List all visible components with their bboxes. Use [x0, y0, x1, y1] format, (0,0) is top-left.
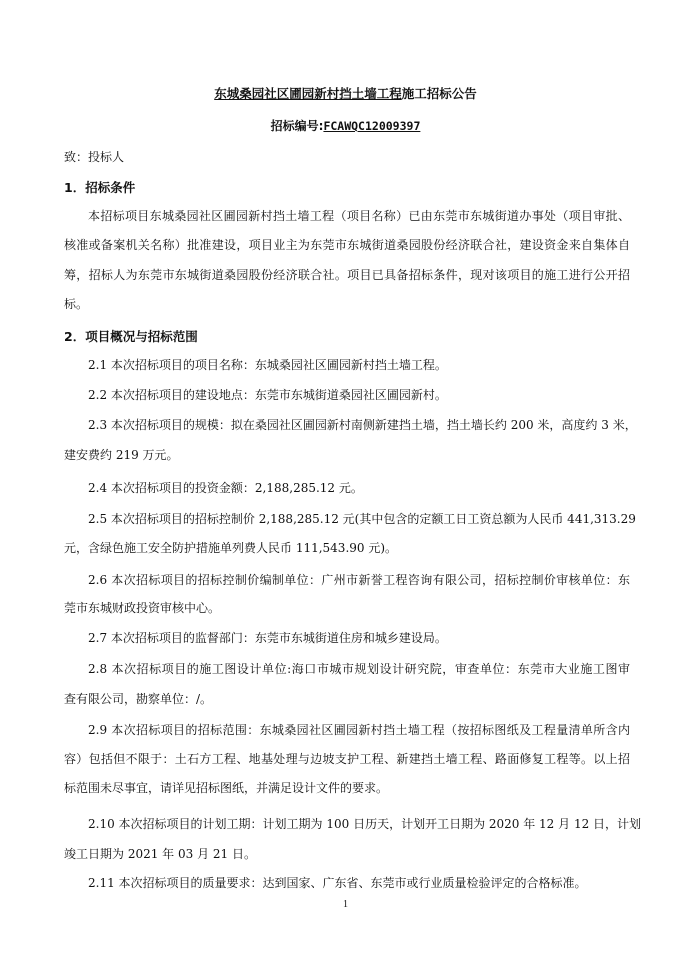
- item-2-5-line-2: 元，含绿色施工安全防护措施单列费人民币 111,543.90 元)。: [64, 541, 398, 555]
- tender-code: [0, 117, 691, 134]
- item-2-7: 2.7 本次招标项目的监督部门：东莞市东城街道住房和城乡建设局。: [88, 631, 447, 645]
- section-1-line-4: 标。: [64, 297, 89, 311]
- item-2-9-line-1: 2.9 本次招标项目的招标范围：东城桑园社区圃园新村挡土墙工程（按招标图纸及工程量清单所含内: [88, 723, 630, 737]
- item-2-3-line-2: 建安费约 219 万元。: [64, 448, 179, 462]
- item-2-8-line-1: 2.8 本次招标项目的施工图设计单位:海口市城市规划设计研究院，审查单位：东莞市大业施工图审: [88, 662, 630, 676]
- title-project-name: 东城桑园社区圃园新村挡土墙工程: [214, 86, 402, 101]
- item-2-8-line-2: 查有限公司，勘察单位：/。: [64, 692, 213, 706]
- item-2-10-line-2: 竣工日期为 2021 年 03 月 21 日。: [64, 847, 256, 861]
- item-2-1: 2.1 本次招标项目的项目名称：东城桑园社区圃园新村挡土墙工程。: [88, 358, 447, 372]
- section-1-line-2: 核准或备案机关名称）批准建设，项目业主为东莞市东城街道桑园股份经济联合社，建设资金来自集体自: [64, 238, 630, 252]
- item-2-3-line-1: 2.3 本次招标项目的规模：拟在桑园社区圃园新村南侧新建挡土墙，挡土墙长约 200 米，高度约 3 米，: [88, 418, 637, 432]
- page-number: 1: [343, 899, 348, 910]
- section-1-heading: 1．招标条件: [64, 180, 136, 195]
- item-2-4: 2.4 本次招标项目的投资金额：2,188,285.12 元。: [88, 481, 363, 495]
- page-title: [0, 84, 691, 102]
- item-2-6-line-1: 2.6 本次招标项目的招标控制价编制单位：广州市新誉工程咨询有限公司，招标控制价审核单位：东: [88, 573, 630, 587]
- salutation: 致：投标人: [64, 150, 125, 164]
- item-2-2: 2.2 本次招标项目的建设地点：东莞市东城街道桑园社区圃园新村。: [88, 388, 447, 402]
- title-suffix: 施工招标公告: [401, 86, 477, 101]
- item-2-11: 2.11 本次招标项目的质量要求：达到国家、广东省、东莞市或行业质量检验评定的合格标准。: [88, 876, 587, 890]
- item-2-9-line-2: 容）包括但不限于：土石方工程、地基处理与边坡支护工程、新建挡土墙工程、路面修复工程等。以上招: [64, 752, 630, 766]
- section-2-heading: 2．项目概况与招标范围: [64, 329, 198, 344]
- item-2-5-line-1: 2.5 本次招标项目的招标控制价 2,188,285.12 元(其中包含的定额工日工资总额为人民币 441,313.29: [88, 512, 636, 526]
- item-2-9-line-3: 标范围未尽事宜，请详见招标图纸，并满足设计文件的要求。: [64, 781, 389, 795]
- section-1-line-3: 筹，招标人为东莞市东城街道桑园股份经济联合社。项目已具备招标条件，现对该项目的施工进行公开招: [64, 268, 630, 282]
- item-2-10-line-1: 2.10 本次招标项目的计划工期：计划工期为 100 日历天，计划开工日期为 2020 年 12 月 12 日，计划: [88, 817, 642, 831]
- section-1-line-1: 本招标项目东城桑园社区圃园新村挡土墙工程（项目名称）已由东莞市东城街道办事处（项目审批、: [88, 209, 630, 223]
- tender-code-label: 招标编号:: [270, 119, 324, 133]
- item-2-6-line-2: 莞市东城财政投资审核中心。: [64, 601, 221, 615]
- tender-code-value: FCAWQC12009397: [323, 119, 421, 133]
